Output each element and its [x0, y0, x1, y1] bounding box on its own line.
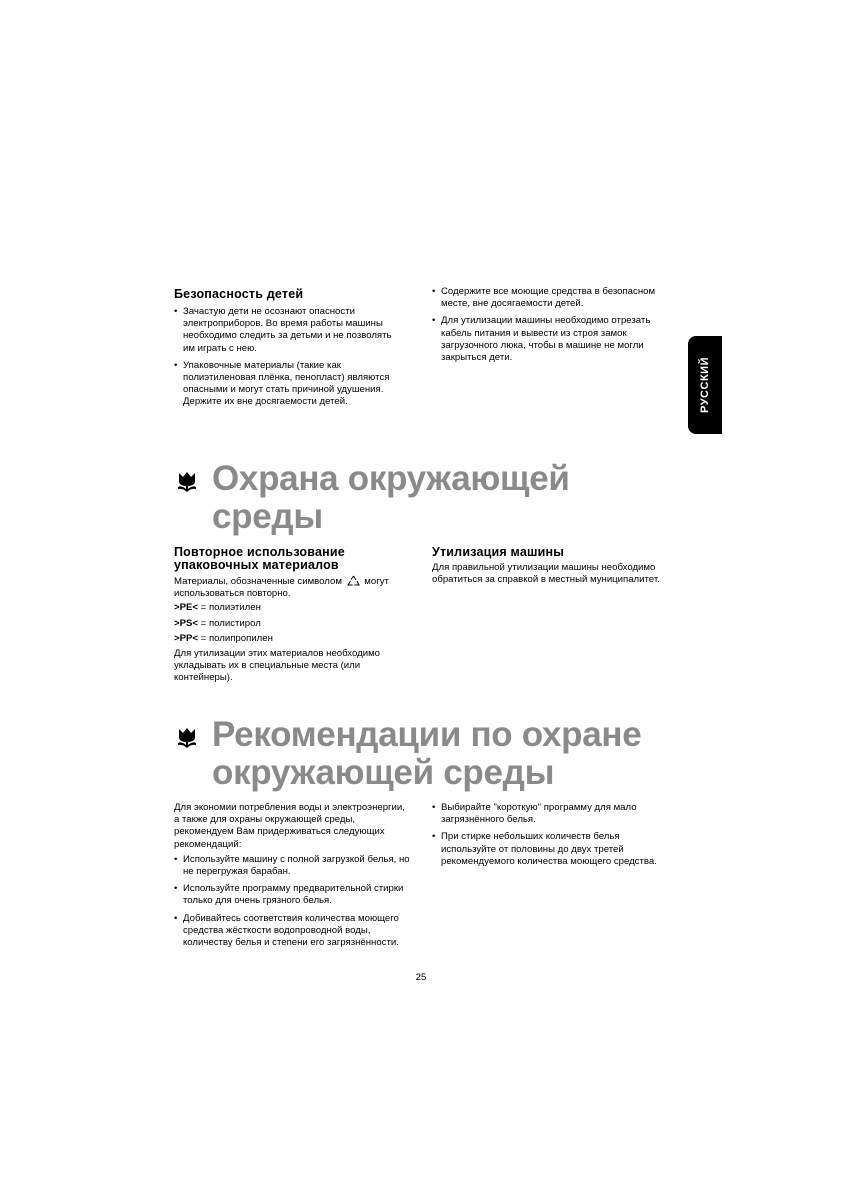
- list-item: • Для утилизации машины необходимо отрезать кабель питания и вывести из строя замок загрузочного люка, чтобы в машине не могли закрыться дети.: [432, 315, 668, 364]
- list-item: • Используйте машину с полной загрузкой белья, но не перегружая барабан.: [174, 854, 410, 878]
- list-item: • Выбирайте "короткую" программу для мало загрязнённого белья.: [432, 802, 668, 826]
- packaging-column: [174, 546, 410, 687]
- child-safety-right-column: [432, 286, 668, 369]
- disposal-title: Утилизация машины: [432, 545, 565, 559]
- child-safety-left-column: [174, 288, 406, 414]
- packaging-intro: [174, 575, 410, 600]
- child-safety-title: Безопасность детей: [174, 287, 304, 301]
- packaging-title: [174, 546, 410, 572]
- tulip-icon: [176, 470, 198, 492]
- material-code-pp: [174, 633, 410, 645]
- packaging-title-line2: упаковочных материалов: [174, 558, 339, 572]
- packaging-intro-text-end: могут использоваться повторно.: [174, 576, 389, 600]
- list-item: • При стирке небольших количеств белья используйте от половины до двух третей рекомендуемого количества моющего средства.: [432, 831, 668, 868]
- recommendations-right-column: [432, 802, 668, 873]
- language-tab: [688, 336, 722, 434]
- material-code-pe: [174, 602, 410, 614]
- child-safety-left-list: [174, 306, 406, 409]
- material-code: >PS<: [174, 617, 199, 629]
- recommendations-right-list: [432, 802, 668, 868]
- environment-title-line1: Охрана окружающей: [212, 459, 570, 498]
- material-name: = полипропилен: [198, 632, 273, 644]
- tulip-icon: [176, 726, 198, 748]
- material-code-ps: [174, 618, 410, 630]
- child-safety-right-list: [432, 286, 668, 364]
- packaging-intro-text: Материалы, обозначенные символом: [174, 576, 342, 587]
- list-item: • Зачастую дети не осознают опасности электроприборов. Во время работы машины необходимо следить за детьми и не позволять им играть с нею.: [174, 306, 406, 355]
- list-item: • Упаковочные материалы (такие как полиэтиленовая плёнка, пенопласт) являются опасными и могут стать причиной удушения. Держите их вне досягаемости детей.: [174, 360, 406, 409]
- list-item: • Добивайтесь соответствия количества моющего средства жёсткости водопроводной воды, количеству белья и степени его загрязнённости.: [174, 913, 410, 950]
- recommendations-left-list: [174, 854, 410, 949]
- list-item: • Используйте программу предварительной стирки только для очень грязного белья.: [174, 883, 410, 907]
- material-name: = полиэтилен: [198, 602, 261, 614]
- recommendations-left-column: [174, 802, 410, 954]
- list-item: • Содержите все моющие средства в безопасном месте, вне досягаемости детей.: [432, 286, 668, 310]
- material-code: >PP<: [174, 632, 199, 644]
- language-tab-label: РУССКИЙ: [699, 357, 711, 413]
- recommendations-title-line2: окружающей среды: [212, 753, 555, 792]
- material-code: >PE<: [174, 602, 199, 614]
- material-name: = полистирол: [198, 617, 261, 629]
- environment-title-line2: среды: [212, 497, 323, 536]
- packaging-title-line1: Повторное использование: [174, 545, 345, 559]
- recommendations-intro: Для экономии потребления воды и электроэнергии, а также для охраны окружающей среды, рекомендуем Вам придерживаться следующих рекомендаций:: [174, 802, 405, 850]
- disposal-text: Для правильной утилизации машины необходимо обратиться за справкой в местный муниципалитет.: [432, 562, 660, 586]
- recycle-icon: [347, 575, 360, 586]
- page-number: 25: [415, 972, 427, 983]
- recommendations-title-line1: Рекомендации по охране: [212, 715, 642, 754]
- packaging-outro: Для утилизации этих материалов необходимо укладывать их в специальные места (или контейнеры).: [174, 648, 380, 684]
- disposal-column: [432, 546, 668, 588]
